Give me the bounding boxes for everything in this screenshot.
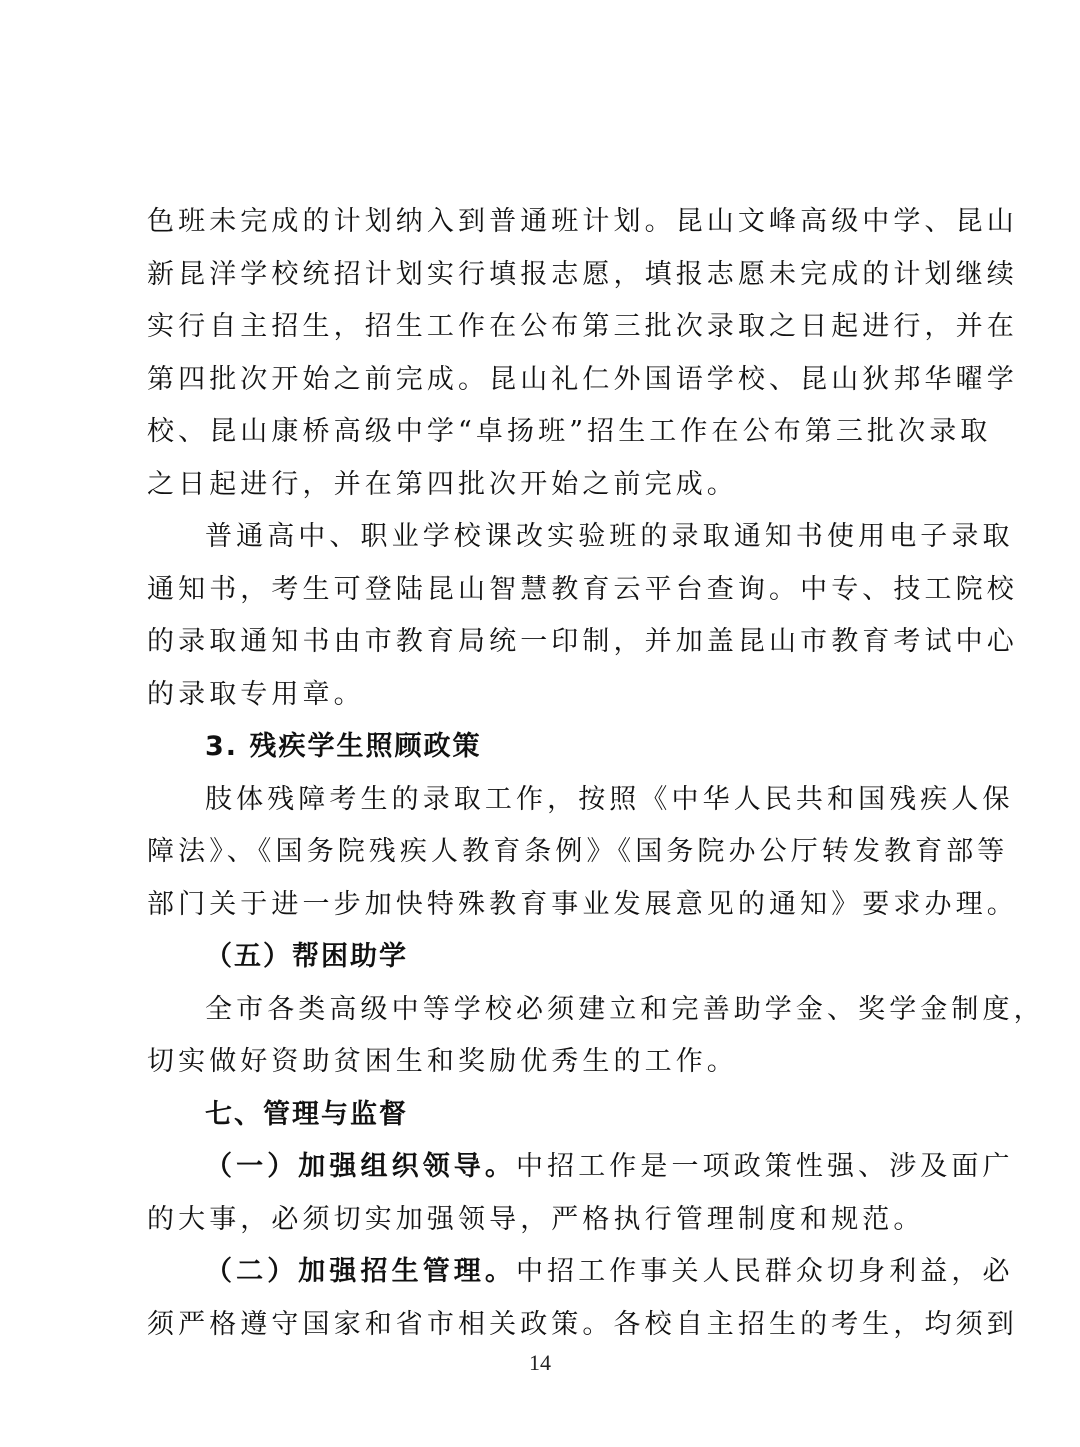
text-line: 的录取通知书由市教育局统一印制，并加盖昆山市教育考试中心 xyxy=(147,626,1018,657)
text-line: 肢体残障考生的录取工作，按照《中华人民共和国残疾人保 xyxy=(205,783,1014,815)
text-line: 须严格遵守国家和省市相关政策。各校自主招生的考生，均须到 xyxy=(147,1308,1018,1340)
text-line: 之日起进行，并在第四批次开始之前完成。 xyxy=(147,468,738,500)
text-line: 的大事，必须切实加强领导，严格执行管理制度和规范。 xyxy=(147,1203,925,1235)
text-line: 实行自主招生，招生工作在公布第三批次录取之日起进行，并在 xyxy=(147,311,1018,342)
text-line: 新昆洋学校统招计划实行填报志愿，填报志愿未完成的计划继续 xyxy=(147,258,1018,290)
bold-lead-text: （一）加强组织领导。 xyxy=(205,1151,516,1182)
document-body xyxy=(147,196,1045,1351)
text-line: 校、昆山康桥高级中学“卓扬班”招生工作在公布第三批次录取 xyxy=(147,416,992,447)
text-line-rest: 中招工作是一项政策性强、涉及面广 xyxy=(516,1151,1014,1182)
text-line: 全市各类高级中等学校必须建立和完善助学金、奖学金制度， xyxy=(205,993,1045,1025)
text-line: 的录取专用章。 xyxy=(147,678,365,710)
text-line xyxy=(147,1246,1014,1299)
text-line xyxy=(147,1141,1014,1194)
page-number: 14 xyxy=(529,1350,551,1375)
bold-lead-text: （二）加强招生管理。 xyxy=(205,1256,516,1287)
section-heading: 3. 残疾学生照顾政策 xyxy=(205,731,482,762)
text-line: 普通高中、职业学校课改实验班的录取通知书使用电子录取 xyxy=(205,521,1014,552)
text-line: 障法》、《国务院残疾人教育条例》《国务院办公厅转发教育部等 xyxy=(147,836,1009,867)
text-line-rest: 中招工作事关人民群众切身利益，必 xyxy=(516,1256,1014,1287)
text-line: 色班未完成的计划纳入到普通班计划。昆山文峰高级中学、昆山 xyxy=(147,206,1018,237)
text-line: 通知书，考生可登陆昆山智慧教育云平台查询。中专、技工院校 xyxy=(147,573,1018,605)
text-line: 第四批次开始之前完成。昆山礼仁外国语学校、昆山狄邦华曜学 xyxy=(147,363,1018,395)
text-line: 部门关于进一步加快特殊教育事业发展意见的通知》要求办理。 xyxy=(147,888,1018,920)
text-line: 切实做好资助贫困生和奖励优秀生的工作。 xyxy=(147,1046,738,1077)
chapter-heading: 七、管理与监督 xyxy=(205,1098,408,1130)
section-heading: （五）帮困助学 xyxy=(205,941,408,972)
